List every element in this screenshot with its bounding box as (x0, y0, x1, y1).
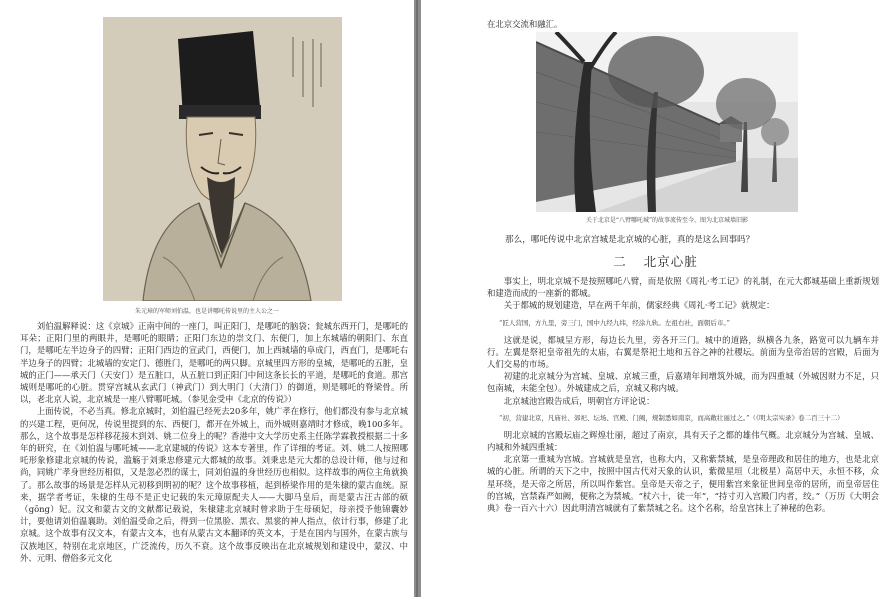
left-page (0, 0, 414, 597)
paragraph: 关于都城的规划建造，早在两千年前，儒家经典《周礼·考工记》就规定： (503, 300, 775, 311)
portrait-illustration (103, 17, 342, 301)
quotation: “初，营建北京，凡庙社、郊祀、坛场、宫殿、门阙，规制悉如南京，而高敞壮丽过之。”（《明太宗实录》卷二百三十二） (499, 413, 844, 422)
photo-caption: 关于北京是“八臂哪吒城”的故事流传至今，图为北京城墙旧影 (585, 217, 749, 224)
continued-line: 在北京交流和融汇。 (487, 19, 563, 29)
paragraph: 事实上，明北京城不是按照哪吒八臂，而是依照《周礼·考工记》的礼制，在元大都城基础上重新规划和建造而成的一座新的都城。 (487, 276, 879, 299)
left-body-text (20, 320, 408, 564)
paragraph: 初建的北京城分为宫城、皇城、京城三重，后嘉靖年间增筑外城，而为四重城（外城因财力不足，只包南城，未能全包）。外城建成之后，京城又称内城。 (487, 371, 879, 394)
paragraph: 北京城池宫殿告成后，明朝官方评论说： (503, 395, 655, 406)
section-number: 二 (613, 254, 627, 269)
paragraph: 刘伯温解释说：这《京城》正南中间的一座门，叫正阳门，是哪吒的脑袋；瓮城东西开门，是哪吒的耳朵；正阳门里的两眼井，是哪吒的眼睛；正阳门东边的崇文门、东便门，加上东城墙的朝阳门、东直门，是哪吒左半边身子的四臂；正阳门西边的宣武门，西便门，加上西城墙的阜成门，西直门，是哪吒右半边身子的四臂；北城墙的安定门、德胜门，是哪吒的两只脚。京城里四方形的皇城，是哪吒的五脏，皇城的正门——承天门（天安门）是五脏口，从五脏口到正阳门中间这条长长的平道，是哪吒的食道。那宫城则是哪吒的心脏。贯穿宫城从玄武门（神武门）到大明门（大清门）的御道，则是哪吒的脊梁骨。所以，老北京人说，北京城是一座八臂哪吒城。（参见金受申《北京的传说》） (20, 321, 408, 405)
page-gutter (414, 0, 421, 597)
paragraph: 这就是说，都城呈方形，每边长九里，旁各开三门。城中的道路，纵横各九条，路宽可以九辆车并行。左翼是祭祀皇帝祖先的太庙，右翼是祭祀土地和五谷之神的社稷坛。前面为皇帝治居的宫殿，后面为人们交易的市场。 (487, 334, 879, 370)
question-line: 那么，哪吒传说中北京宫城是北京城的心脏，真的是这么回事吗？ (505, 235, 755, 245)
section-title: 北京心脏 (643, 254, 698, 269)
paragraph: 明北京城的宫殿坛庙之辉煌壮丽，超过了南京，具有天子之都的雄伟气概。北京城分为宫城、皇城、内城和外城四重城： (487, 429, 879, 453)
quotation: “匠人营国，方九里，旁三门，国中九经九纬，经涂九轨。左祖右社，面朝后市。” (499, 318, 730, 327)
city-wall-photo (536, 32, 798, 212)
city-wall-image (536, 32, 798, 212)
portrait-image (103, 17, 342, 301)
paragraph: 上面传说，不必当真。修北京城时，刘伯温已经死去20多年，姚广孝在修行，他们都没有参与北京城的兴建工程，更何况，传说里提到的东、西便门，都开在外城上，而外城则嘉靖时才修成，晚100多年。那么，这个故事是怎样移花接木到刘、姚二位身上的呢？香港中文大学历史系主任陈学霖教授根据二十多年的研究，在《刘伯温与哪吒城——北京建城的传说》这本专著里，作了详细的考证。刘、姚二人按照哪吒形象修建北京城的传说，滥觞于刘秉忠修建元大都城的故事。刘秉忠是元大都的总设计师，他与过和尚，同姚广孝身世经历相似，又是忽必烈的谋士，同刘伯温的身世经历也相似。这样故事的两位主角就换了。那么故事的场景是怎样从元初移到明初的呢？这个故事移植，起到桥梁作用的是朱棣的蒙古血统。原来，据学者考证，朱棣的生母不是正史记载的朱元璋原配夫人——大脚马皇后，而是蒙古汪古部的硕（gōng）妃。汉文和蒙古文的文献都记载说，朱棣建北京城时曾求助于生母硕妃，母亲授予他锦囊妙计，要他请刘伯温襄助。刘伯温受命之后，得到一位黑脸、黑衣、黑裳的神人指点，依计行事，修建了北京城。这个故事有汉文本，有蒙古文本，也有从蒙古文本翻译的英文本，于是在国内与国外，在蒙古族与汉族地区，特别在北京地区，广泛流传，历久不衰。这个故事反映出在北京城规划和建设中，蒙汉、中外、元明、僧俗多元文化 (20, 406, 408, 563)
section-heading (421, 252, 890, 270)
right-body-text (487, 275, 879, 514)
portrait-caption: 朱元璋的军师刘伯温，也是讲哪吒传说里的主人公之一 (134, 308, 279, 315)
right-page (421, 0, 890, 597)
paragraph: 北京第一重城为宫城。宫城就是皇宫，也称大内，又称紫禁城，是皇帝理政和居住的地方，也是北京城的心脏。所谓的天下之中，按照中国古代对天象的认识，紫微星垣（北极星）高居中天，永恒不移，众星环绕，是天帝之所居，所以叫作紫宫。皇帝是天帝之子，便用紫宫来象征世间皇帝的居所，而皇帝居住的宫城，宫禁森严如阙，便称之为禁城。“杖六十，徒一年”，“持寸刃入宫殿门内者，绞。”（万历《大明会典》卷一百六十六）因此明清宫城就有了紫禁城之名。这个名称，给皇宫抹上了神秘的色彩。 (487, 454, 879, 514)
